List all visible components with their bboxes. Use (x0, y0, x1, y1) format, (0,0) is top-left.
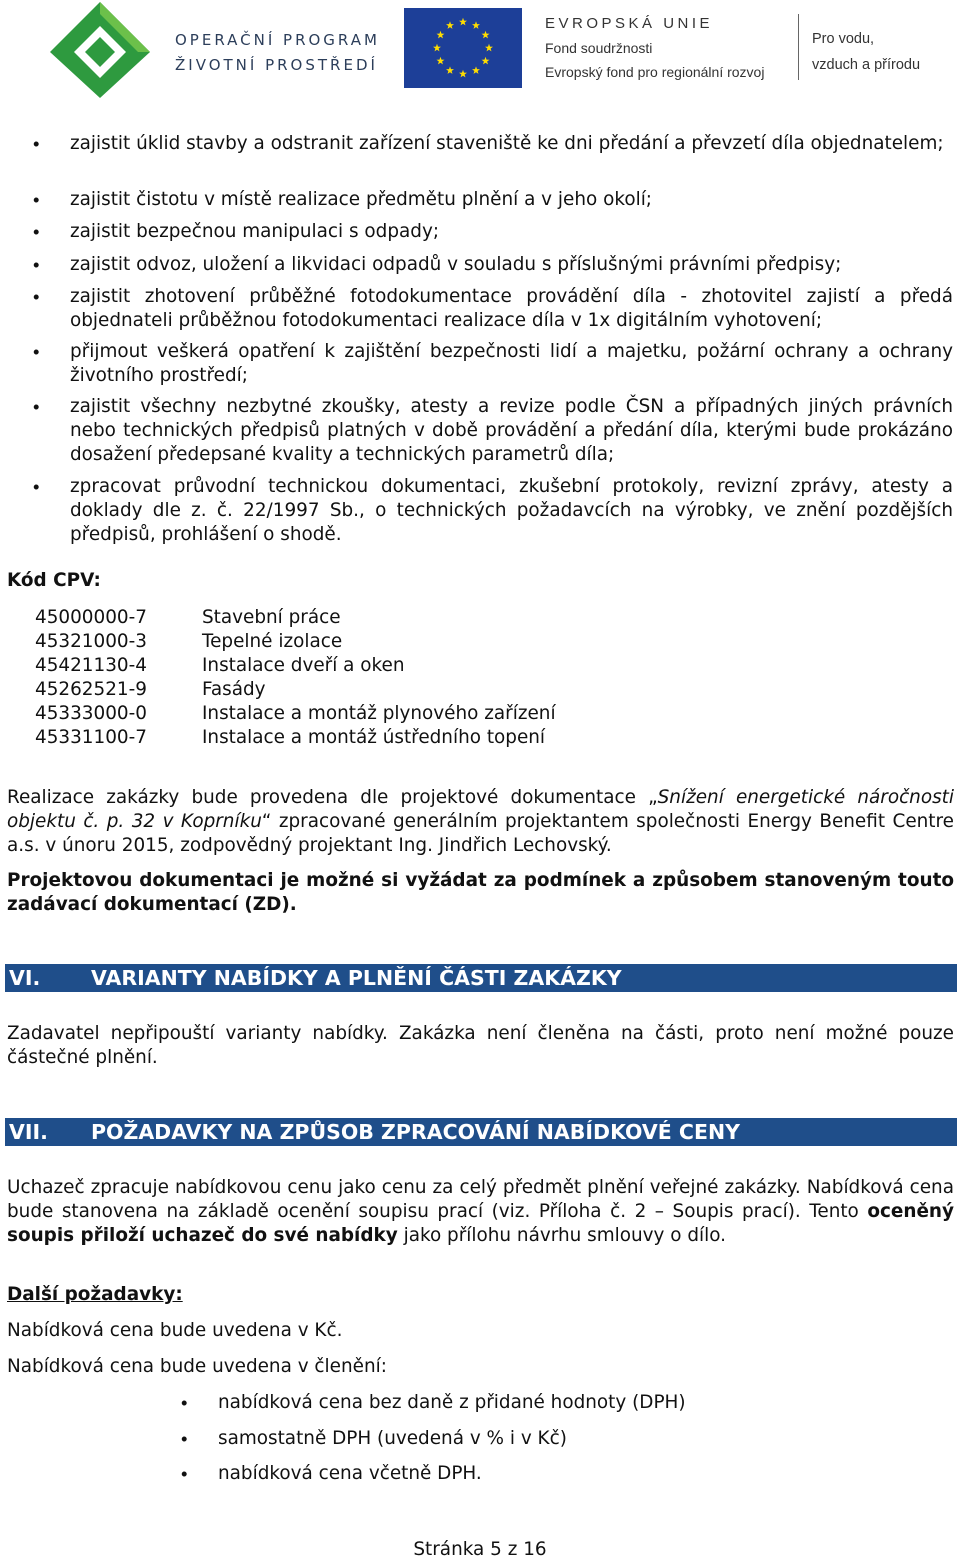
list-item: • zpracovat průvodní technickou dokumentaci, zkušební protokoly, revizní zprávy, atesty a doklady dle z. č. 22/1997 Sb., o technických požadavcích na výrobky, ve znění pozdějších předpisů, prohlášení o shodě. (70, 475, 953, 547)
list-item: • nabídková cena bez daně z přidané hodnoty (DPH) (218, 1391, 686, 1415)
list-item: • přijmout veškerá opatření k zajištění bezpečnosti lidí a majetku, požární ochrany a ochrany životního prostředí; (70, 340, 953, 388)
section-heading-vi: VI. VARIANTY NABÍDKY A PLNĚNÍ ČÁSTI ZAKÁZKY (5, 964, 957, 992)
cpv-name: Instalace dveří a oken (202, 655, 405, 676)
cpv-name: Instalace a montáž plynového zařízení (202, 703, 556, 724)
cpv-code: 45321000-3 (35, 631, 147, 652)
table-row (35, 654, 735, 678)
realizace-paragraph: Realizace zakázky bude provedena dle projektové dokumentace „Snížení energetické náročnosti objektu č. p. 32 v Koprníku“ zpracované generálním projektantem společnosti Energy Benefit Centre a.s. v únoru 2015, zodpovědný projektant Ing. Jindřich Lechovský. (7, 787, 954, 856)
header-divider (798, 14, 799, 80)
list-item: • samostatně DPH (uvedená v % i v Kč) (218, 1427, 567, 1451)
section-vi-text: Zadavatel nepřipouští varianty nabídky. Zakázka není členěna na části, proto není možné pouze částečné plnění. (7, 1023, 954, 1068)
page-number: Stránka 5 z 16 (413, 1539, 547, 1560)
list-item: • zajistit bezpečnou manipulaci s odpady; (70, 220, 953, 244)
table-row (35, 702, 735, 726)
eu-flag-icon (404, 8, 522, 88)
projekt-note: Projektovou dokumentaci je možné si vyžádat za podmínek a způsobem stanoveným touto zadávací dokumentací (ZD). (7, 870, 954, 915)
cpv-label: Kód CPV: (7, 570, 101, 591)
section-heading-vii: VII. POŽADAVKY NA ZPŮSOB ZPRACOVÁNÍ NABÍDKOVÉ CENY (5, 1118, 957, 1146)
cpv-code: 45421130-4 (35, 655, 147, 676)
table-row (35, 630, 735, 654)
dalsi-pozadavky-heading: Další požadavky: (7, 1284, 183, 1305)
cpv-name: Fasády (202, 679, 266, 700)
cpv-code: 45262521-9 (35, 679, 147, 700)
list-item: • zajistit zhotovení průběžné fotodokumentace provádění díla - zhotovitel zajistí a předá objednateli průběžnou fotodokumentaci realizace díla v 1x digitálním vyhotovení; (70, 285, 953, 333)
page-header (0, 0, 960, 100)
breakdown-note: Nabídková cena bude uvedena v členění: (7, 1356, 387, 1377)
oppz-wordmark: OPERAČNÍ PROGRAM ŽIVOTNÍ PROSTŘEDÍ (175, 31, 380, 74)
cpv-code: 45333000-0 (35, 703, 147, 724)
cpv-name: Stavební práce (202, 607, 341, 628)
list-item: • nabídková cena včetně DPH. (218, 1462, 482, 1486)
list-item: • zajistit všechny nezbytné zkoušky, atesty a revize podle ČSN a případných jiných právních nebo technických předpisů platných v době provádění a předání díla, kterými bude prokázáno dosažení předepsané kvality a technických parametrů díla; (70, 395, 953, 467)
eu-wordmark: EVROPSKÁ UNIE Fond soudržnosti Evropský fond pro regionální rozvoj (545, 15, 765, 80)
table-row (35, 606, 735, 630)
cpv-name: Instalace a montáž ústředního topení (202, 727, 546, 748)
currency-note: Nabídková cena bude uvedena v Kč. (7, 1320, 343, 1341)
list-item: • zajistit čistotu v místě realizace předmětu plnění a v jeho okolí; (70, 188, 953, 212)
section-vii-text: Uchazeč zpracuje nabídkovou cenu jako cenu za celý předmět plnění veřejné zakázky. Nabídková cena bude stanovena na základě ocenění soupisu prací (viz. Příloha č. 2 – Soupis prací). Tento oceněný soupis přiloží uchazeč do své nabídky jako přílohu návrhu smlouvy o dílo. (7, 1177, 954, 1246)
table-row (35, 726, 735, 750)
table-row (35, 678, 735, 702)
cpv-name: Tepelné izolace (202, 631, 343, 652)
list-item: • zajistit úklid stavby a odstranit zařízení staveniště ke dni předání a převzetí díla objednatelem; (70, 132, 953, 156)
motto: Pro vodu, vzduch a přírodu (812, 31, 921, 73)
list-item: • zajistit odvoz, uložení a likvidaci odpadů v souladu s příslušnými právními předpisy; (70, 253, 953, 277)
cpv-code: 45331100-7 (35, 727, 147, 748)
cpv-code: 45000000-7 (35, 607, 147, 628)
project-name: Snížení energetické náročnosti objektu č. p. 32 v Koprníku (7, 787, 954, 832)
oppz-logo-icon (30, 0, 170, 100)
